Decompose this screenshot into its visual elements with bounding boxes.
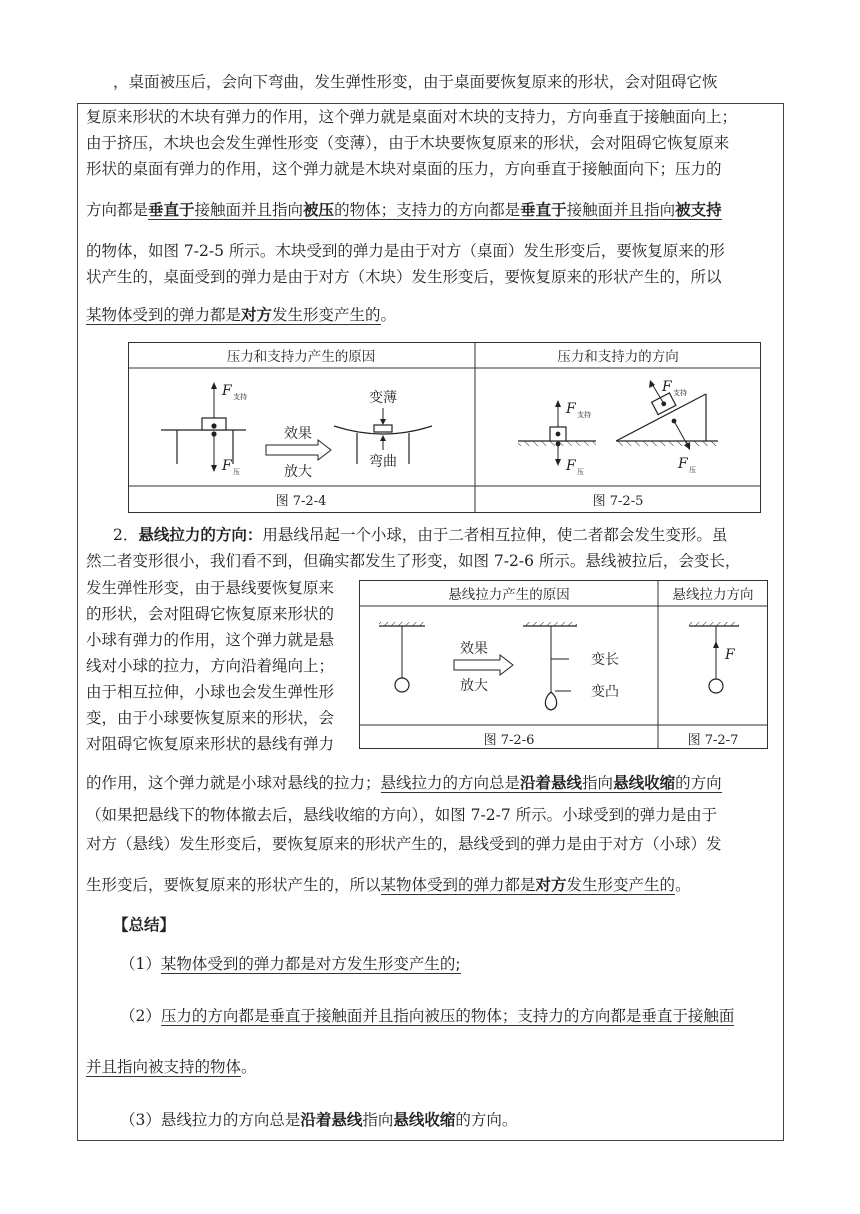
para2-side2: 的形状，会对阻碍它恢复原来形状的 (86, 605, 335, 623)
para2-line3 (86, 772, 722, 794)
figure-table-7-2-4-5 (128, 342, 762, 514)
key-term: 对方 (241, 306, 273, 324)
caption-7-2-5: 图 7-2-5 (592, 494, 644, 509)
table1-header-direction: 压力和支持力的方向 (557, 349, 679, 365)
para2-line4: （如果把悬线下的物体撤去后，悬线收缩的方向），如图 7-2-7 所示。小球受到的弹力是由于 (86, 806, 718, 824)
text-span: 的方向。 (455, 1111, 518, 1129)
summary-item-2-text-cont: 并且指向被支持的物体 (86, 1058, 242, 1076)
summary-item-2-cont (86, 1056, 257, 1078)
key-term: 被支持 (675, 201, 722, 219)
stretched-pendulum-diagram (523, 622, 577, 710)
pendulum-diagram (379, 622, 425, 692)
text-span: 的方向 (675, 774, 722, 792)
summary-item-1-text: 某物体受到的弹力都是对方发生形变产生的; (160, 955, 461, 973)
block-ground-diagram (518, 380, 718, 466)
text-span: 2． (113, 526, 139, 544)
para2-side5: 由于相互拉伸，小球也会发生弹性形 (86, 683, 335, 701)
para2-line1 (113, 524, 727, 546)
tension-force-label: F (725, 647, 735, 663)
longer-label: 变长 (591, 652, 619, 668)
force-support-label: F (222, 383, 232, 399)
effect2-label: 效果 (460, 641, 488, 657)
summary-item-2 (120, 1005, 734, 1027)
key-term: 垂直于 (520, 201, 567, 219)
key-term: 垂直于 (148, 201, 195, 219)
summary-title: 【总结】 (113, 916, 176, 934)
text-span: 指向 (362, 1111, 394, 1129)
effect-label: 效果 (284, 426, 312, 442)
thin-label: 变薄 (369, 390, 397, 406)
block-press-label: F (566, 458, 576, 474)
para2-side3: 小球有弹力的作用，这个弹力就是悬 (86, 631, 335, 649)
key-term: 沿着悬线 (520, 774, 583, 792)
para1-line8 (86, 304, 396, 326)
para1-line2: 复原来形状的木块有弹力的作用，这个弹力就是桌面对木块的支持力，方向垂直于接触面向上； (86, 108, 738, 126)
para1-line4: 形状的桌面有弹力的作用，这个弹力就是木块对桌面的压力，方向垂直于接触面向下；压力的 (86, 160, 722, 178)
key-term: 悬线收缩 (393, 1111, 456, 1129)
caption-7-2-4: 图 7-2-4 (275, 494, 327, 509)
text-span: 的物体；支持力的方向都是 (334, 201, 521, 219)
key-term: 悬线收缩 (613, 774, 676, 792)
table2-header-direction: 悬线拉力方向 (672, 587, 754, 603)
para1-line5 (86, 199, 722, 221)
force-press-label: F (222, 458, 232, 474)
bulge-label: 变凸 (591, 684, 619, 700)
summary-item-2-text: 压力的方向都是垂直于接触面并且指向被压的物体；支持力的方向都是垂直于接触面 (160, 1007, 735, 1025)
summary-item-1 (120, 953, 461, 975)
para1-line3: 由于挤压，木块也会发生弹性形变（变薄），由于木块要恢复原来的形状，会对阻碍它恢复原来 (86, 134, 730, 152)
figure-table-7-2-6-7 (359, 580, 769, 752)
amplify2-label: 放大 (460, 678, 488, 694)
para2-line5: 对方（悬线）发生形变后，要恢复原来的形状产生的，悬线受到的弹力是由于对方（小球）发 (86, 835, 722, 853)
force-support-sub: 支持 (233, 393, 247, 401)
table2-header-cause: 悬线拉力产生的原因 (448, 587, 570, 603)
text-span: 生形变后，要恢复原来的形状产生的，所以 (86, 876, 381, 894)
section-heading: 悬线拉力的方向： (138, 526, 263, 544)
bend-label: 弯曲 (369, 454, 397, 470)
para1-line6: 的物体，如图 7-2-5 所示。木块受到的弹力是由于对方（桌面）发生形变后，要恢复原来的形 (86, 242, 725, 260)
key-term: 被压 (303, 201, 335, 219)
para2-side7: 对阻碍它恢复原来形状的悬线有弹力 (86, 735, 335, 753)
key-term: 沿着悬线 (300, 1111, 363, 1129)
caption-7-2-7: 图 7-2-7 (687, 733, 739, 748)
para2-line6 (86, 874, 691, 896)
para2-side1: 发生弹性形变，由于悬线要恢复原来 (86, 579, 335, 597)
incline-press-sub: 压 (689, 466, 696, 474)
para1-line1: ，桌面被压后，会向下弯曲，发生弹性形变，由于桌面要恢复原来的形状，会对阻碍它恢 (113, 73, 718, 91)
text-span: 接触面并且指向 (194, 201, 304, 219)
amplify-label: 放大 (284, 464, 312, 480)
text-span: （2） (120, 1007, 161, 1025)
text-span: 发生形变产生的 (272, 306, 381, 324)
block-press-sub: 压 (577, 468, 584, 476)
incline-support-sub: 支持 (673, 389, 687, 397)
text-span: 发生形变产生的 (566, 876, 676, 894)
text-span: 指向 (582, 774, 614, 792)
text-span: 。 (241, 1058, 257, 1076)
text-span: （1） (120, 955, 161, 973)
text-span: 悬线拉力的方向总是 (380, 774, 521, 792)
text-span: 用悬线吊起一个小球，由于二者相互拉伸，使二者都会发生变形。虽 (262, 526, 728, 544)
text-span: 接触面并且指向 (566, 201, 676, 219)
table1-header-cause: 压力和支持力产生的原因 (226, 349, 376, 365)
incline-support-label: F (662, 379, 672, 395)
block-support-label: F (566, 401, 576, 417)
text-span: 方向都是 (86, 201, 149, 219)
para2-side4: 线对小球的拉力，方向沿着绳向上； (86, 657, 335, 675)
para1-line7: 状产生的，桌面受到的弹力是由于对方（木块）发生形变后，要恢复原来的形状产生的，所以 (86, 268, 722, 286)
para2-line2: 然二者变形很小，我们看不到，但确实都发生了形变，如图 7-2-6 所示。悬线被拉后，会变长， (86, 552, 741, 570)
caption-7-2-6: 图 7-2-6 (483, 733, 535, 748)
summary-item-3 (120, 1109, 517, 1131)
text-span: 的作用，这个弹力就是小球对悬线的拉力； (86, 774, 381, 792)
force-press-sub: 压 (233, 468, 240, 476)
key-term: 对方 (535, 876, 567, 894)
block-support-sub: 支持 (577, 411, 591, 419)
text-span: 某物体受到的弹力都是 (86, 306, 242, 324)
para2-side6: 变，由于小球要恢复原来的形状，会 (86, 709, 335, 727)
text-span: 。 (675, 876, 691, 894)
incline-press-label: F (678, 456, 688, 472)
text-span: 。 (380, 306, 397, 324)
text-span: 某物体受到的弹力都是 (380, 876, 536, 894)
text-span: （3）悬线拉力的方向总是 (120, 1111, 301, 1129)
